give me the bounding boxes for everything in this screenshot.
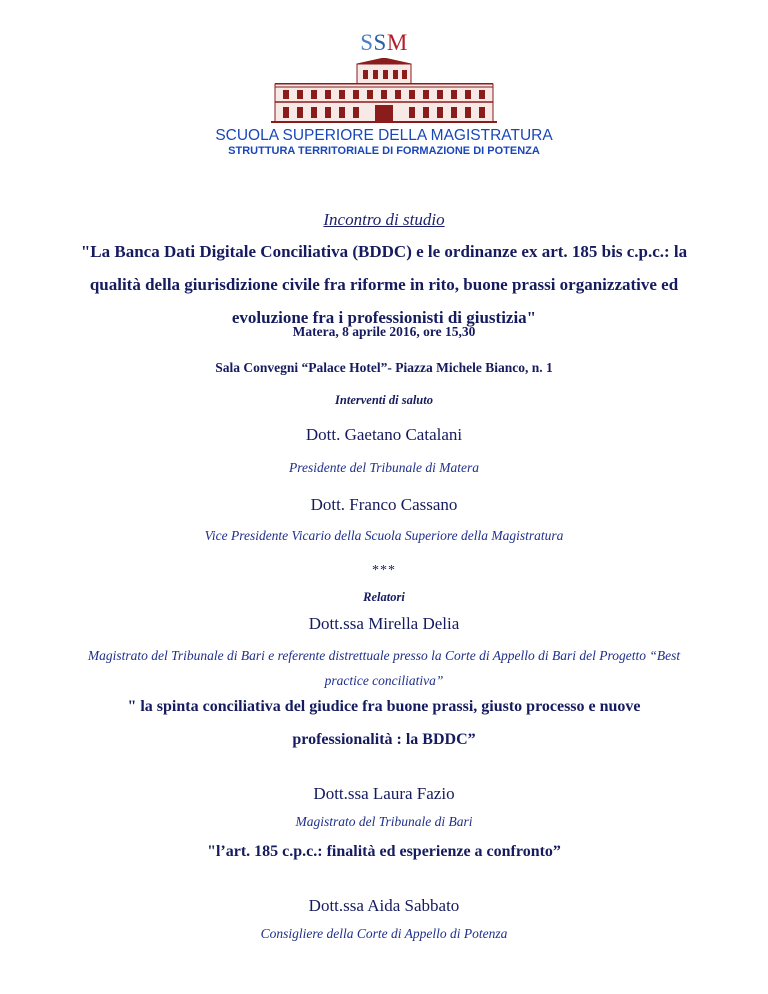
speakers-heading: Relatori [363, 590, 405, 604]
ssm-letter-3: M [386, 30, 408, 55]
ssm-letter-2: S [373, 30, 387, 55]
territorial-structure: STRUTTURA TERRITORIALE DI FORMAZIONE DI POTENZA [228, 145, 540, 157]
greeting-speaker-role-2: Vice Presidente Vicario della Scuola Superiore della Magistratura [204, 528, 564, 543]
section-separator: *** [372, 563, 396, 578]
event-title-line-2: qualità della giurisdizione civile fra riforme in rito, buone prassi organizzative ed [89, 275, 679, 294]
event-title-line-3: evoluzione fra i professionisti di giustizia" [231, 308, 537, 327]
school-name: SCUOLA SUPERIORE DELLA MAGISTRATURA [215, 127, 553, 144]
greeting-speaker-role-1: Presidente del Tribunale di Matera [289, 460, 479, 475]
event-title-line-1: "La Banca Dati Digitale Conciliativa (BDDC) e le ordinanze ex art. 185 bis c.p.c.: la [80, 242, 688, 261]
speaker-name-2: Dott.ssa Laura Fazio [313, 784, 455, 803]
ssm-wordmark [0, 30, 768, 56]
speaker-role-3: Consigliere della Corte di Appello di Potenza [260, 926, 508, 941]
speaker-talk-1-line-2: professionalità : la BDDC” [292, 731, 476, 748]
speaker-role-1 [0, 643, 768, 693]
speaker-role-1-line-1: Magistrato del Tribunale di Bari e referente distrettuale presso la Corte di Appello di Bari del Progetto “Best [87, 648, 681, 663]
greeting-speaker-name-1: Dott. Gaetano Catalani [305, 425, 463, 444]
speaker-talk-1 [0, 690, 768, 756]
greeting-speaker-name-2: Dott. Franco Cassano [310, 495, 458, 514]
event-venue: Sala Convegni “Palace Hotel”- Piazza Michele Bianco, n. 1 [215, 360, 553, 375]
speaker-role-1-line-2: practice conciliativa” [324, 673, 444, 688]
villa-building-icon [271, 58, 497, 126]
event-date-time: Matera, 8 aprile 2016, ore 15,30 [292, 324, 476, 339]
speaker-role-2: Magistrato del Tribunale di Bari [295, 814, 473, 829]
event-title [0, 235, 768, 334]
speaker-talk-2: "l’art. 185 c.p.c.: finalità ed esperienze a confronto” [207, 843, 561, 860]
speaker-talk-1-line-1: " la spinta conciliativa del giudice fra buone prassi, giusto processo e nuove [127, 698, 641, 715]
ssm-logo [0, 30, 768, 126]
greetings-heading: Interventi di saluto [335, 393, 433, 407]
ssm-letter-1: S [360, 30, 374, 55]
speaker-name-1: Dott.ssa Mirella Delia [308, 614, 460, 633]
event-kind: Incontro di studio [323, 210, 445, 229]
speaker-name-3: Dott.ssa Aida Sabbato [308, 896, 460, 915]
